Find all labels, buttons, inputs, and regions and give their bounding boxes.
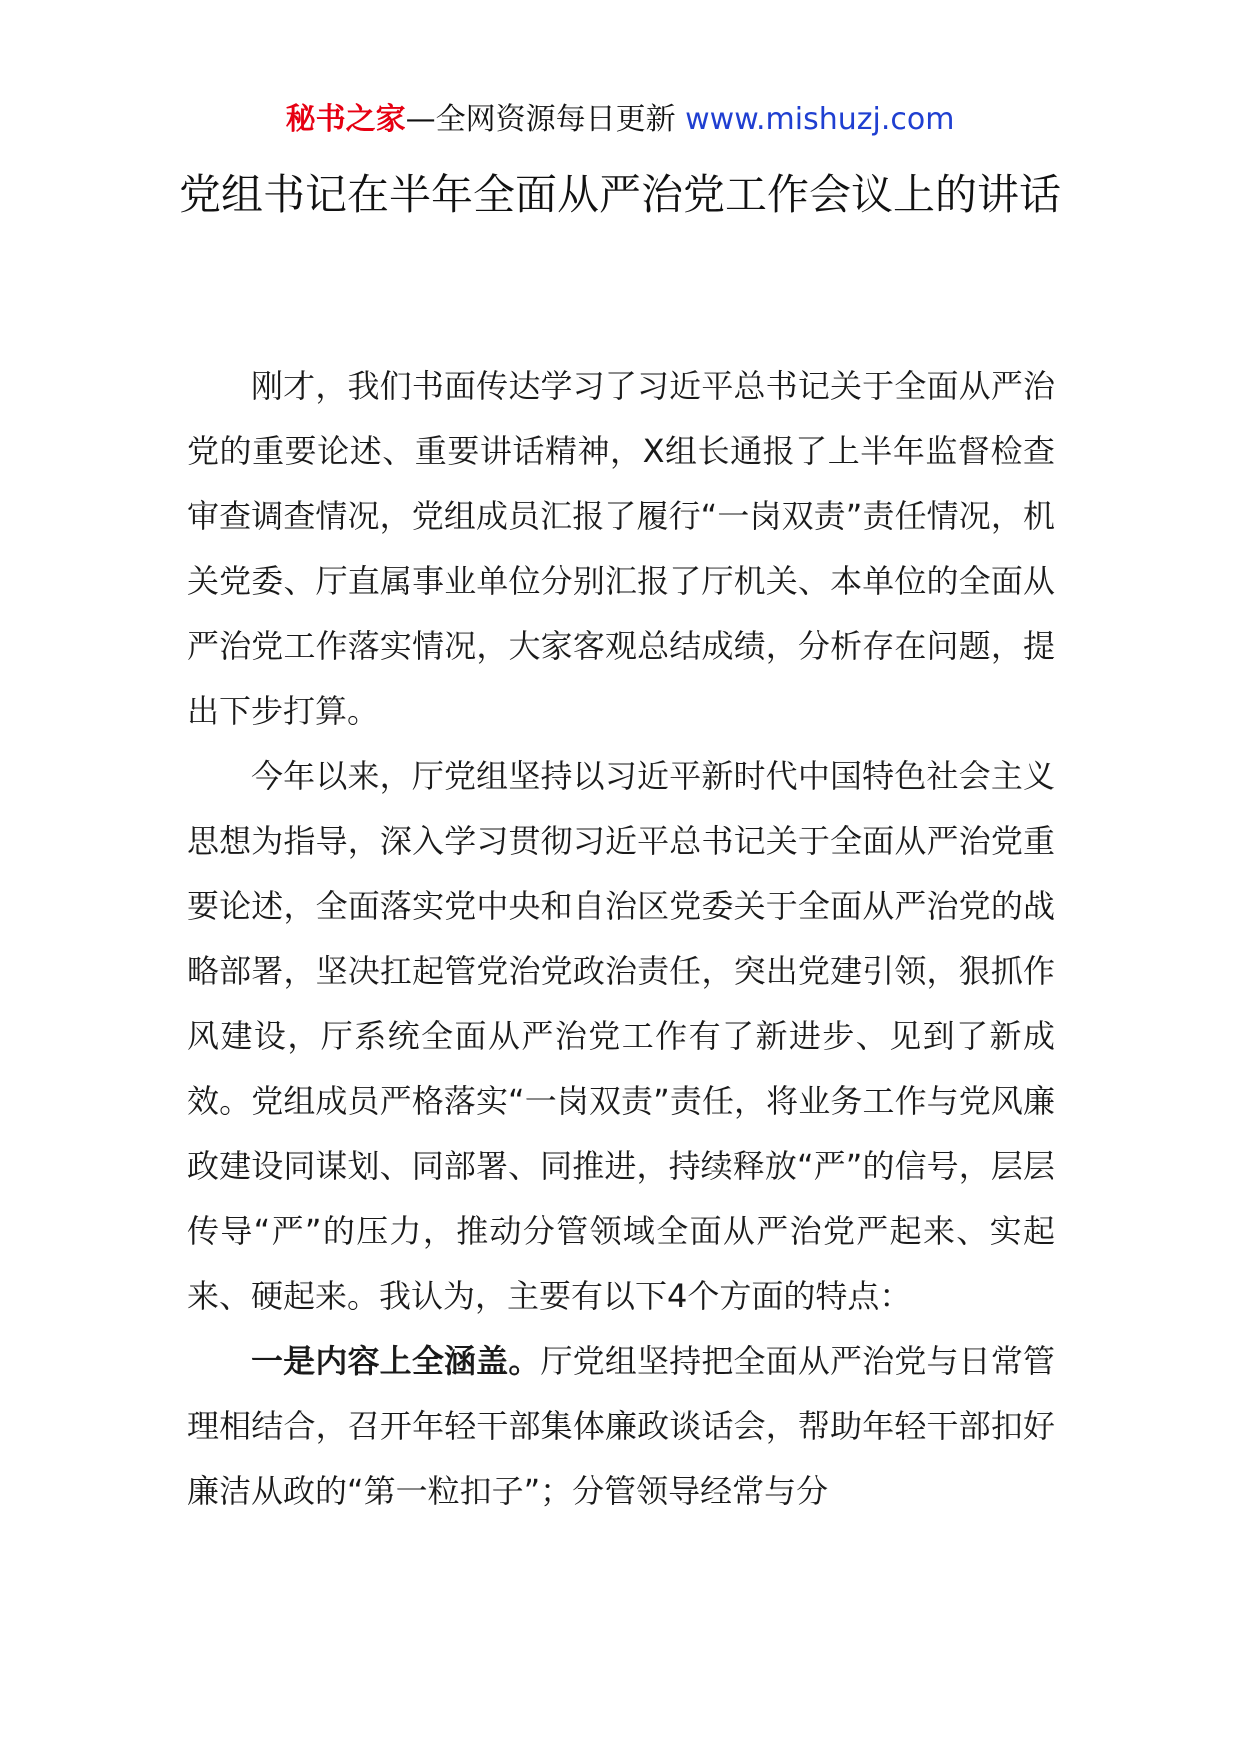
document-body bbox=[187, 354, 1055, 1524]
brand-name: 秘书之家 bbox=[285, 102, 406, 137]
site-header bbox=[0, 100, 1240, 140]
paragraph-text: 刚才，我们书面传达学习了习近平总书记关于全面从严治党的重要论述、重要讲话精神，X组长通报了上半年监督检查审查调查情况，党组成员汇报了履行“一岗双责”责任情况，机关党委、厅直属事业单位分别汇报了厅机关、本单位的全面从严治党工作落实情况，大家客观总结成绩，分析存在问题，提出下步打算。 bbox=[187, 367, 1055, 730]
site-url-link[interactable]: www.mishuzj.com bbox=[685, 102, 955, 137]
paragraph bbox=[187, 1329, 1055, 1524]
paragraph bbox=[187, 354, 1055, 744]
paragraph bbox=[187, 744, 1055, 1329]
paragraph-text: 今年以来，厅党组坚持以习近平新时代中国特色社会主义思想为指导，深入学习贯彻习近平总书记关于全面从严治党重要论述，全面落实党中央和自治区党委关于全面从严治党的战略部署，坚决扛起管党治党政治责任，突出党建引领，狠抓作风建设，厅系统全面从严治党工作有了新进步、见到了新成效。党组成员严格落实“一岗双责”责任，将业务工作与党风廉政建设同谋划、同部署、同推进，持续释放“严”的信号，层层传导“严”的压力，推动分管领域全面从严治党严起来、实起来、硬起来。我认为，主要有以下4个方面的特点： bbox=[187, 757, 1055, 1315]
paragraph-lead: 一是内容上全涵盖。 bbox=[251, 1342, 541, 1380]
paragraph-text: 厅党组坚持把全面从严治党与日常管理相结合，召开年轻干部集体廉政谈话会，帮助年轻干部扣好廉洁从政的“第一粒扣子”；分管领导经常与分 bbox=[187, 1342, 1055, 1510]
header-tagline: —全网资源每日更新 bbox=[405, 102, 676, 137]
document-title: 党组书记在半年全面从严治党工作会议上的讲话 bbox=[178, 170, 1061, 219]
